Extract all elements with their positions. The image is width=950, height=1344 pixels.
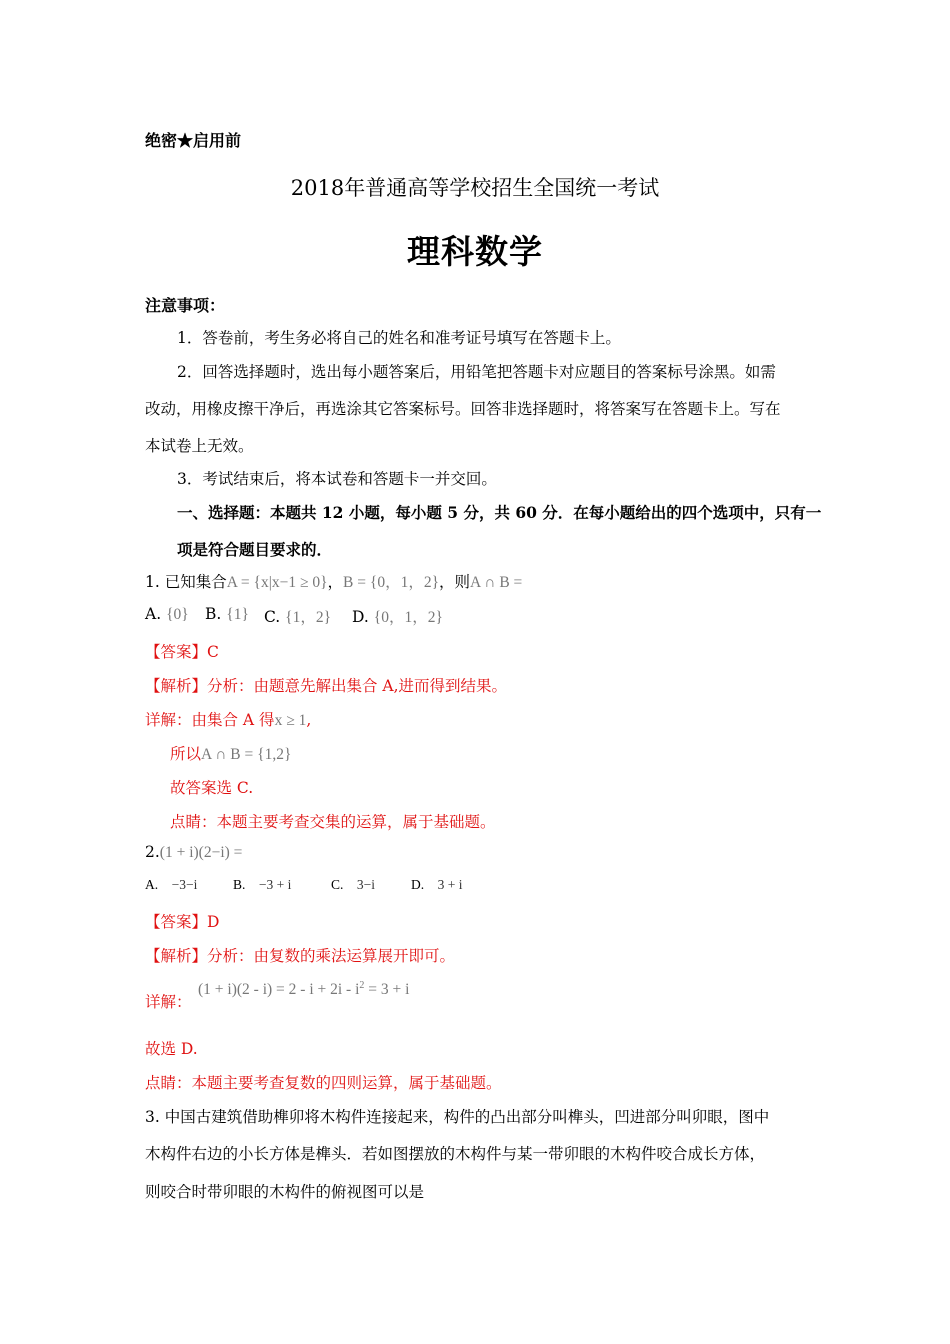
question-1-stem xyxy=(145,570,522,592)
q1-option-c-value: {1，2} xyxy=(285,609,332,626)
notice-item-2-cont: 改动，用橡皮擦干净后，再选涂其它答案标号。回答非选择题时，将答案写在答题卡上。写在 xyxy=(145,400,781,418)
notice-item-3: 3．考试结束后，将本试卷和答题卡一并交回。 xyxy=(177,470,497,488)
q1-option-b-value: {1} xyxy=(226,606,249,623)
q1-option-d xyxy=(352,605,443,627)
q1-detail-prefix: 详解：由集合 A 得 xyxy=(145,711,275,729)
q1-option-a-value: {0} xyxy=(166,606,189,623)
q1-option-c xyxy=(264,605,331,627)
q2-option-a-value: −3−i xyxy=(171,877,198,892)
q2-analysis: 【解析】分析：由复数的乘法运算展开即可。 xyxy=(145,947,456,965)
q1-option-a xyxy=(145,605,189,624)
q1-expr: A ∩ B = xyxy=(470,574,523,591)
question-3-line-3: 则咬合时带卯眼的木构件的俯视图可以是 xyxy=(145,1183,425,1201)
q1-so-prefix: 所以 xyxy=(170,745,202,763)
q1-option-b-label: B. xyxy=(205,605,222,623)
q1-then: ，则 xyxy=(439,573,471,591)
q2-option-d xyxy=(411,877,463,893)
question-3-line-1: 3. 中国古建筑借助榫卯将木构件连接起来，构件的凸出部分叫榫头，凹进部分叫卯眼，图中 xyxy=(145,1108,770,1126)
q2-option-b-value: −3 + i xyxy=(258,877,292,892)
q2-detail-formula xyxy=(198,980,409,999)
q1-choose: 故答案选 C. xyxy=(170,779,254,797)
notice-title: 注意事项： xyxy=(145,296,226,315)
q1-prefix: 1. 已知集合 xyxy=(145,573,227,591)
q2-option-b xyxy=(233,877,291,893)
q1-option-d-label: D. xyxy=(352,608,369,626)
q2-option-a-label: A. xyxy=(145,877,159,892)
q1-detail-comma: , xyxy=(306,711,312,729)
q2-detail-sup: 2 xyxy=(359,980,365,991)
q2-comment: 点睛：本题主要考查复数的四则运算，属于基础题。 xyxy=(145,1074,502,1092)
question-2-stem xyxy=(145,843,242,862)
notice-item-1: 1．答卷前，考生务必将自己的姓名和准考证号填写在答题卡上。 xyxy=(177,329,621,347)
q1-option-c-label: C. xyxy=(264,608,281,626)
q1-so-formula: A ∩ B = {1,2} xyxy=(201,746,292,763)
q2-detail-formula-a: (1 + i)(2 - i) = 2 - i + 2i - i xyxy=(198,981,360,999)
q1-detail xyxy=(145,708,311,730)
q1-comma: ， xyxy=(327,573,344,591)
q1-detail-formula: x ≥ 1 xyxy=(274,712,307,729)
section-heading-cont: 项是符合题目要求的． xyxy=(177,540,333,559)
q2-detail-prefix: 详解： xyxy=(145,993,192,1011)
q2-option-d-value: 3 + i xyxy=(437,877,463,892)
q2-expr: (1 + i)(2−i) = xyxy=(159,844,243,861)
q1-option-d-value: {0，1，2} xyxy=(373,609,443,626)
q1-so xyxy=(170,742,291,764)
q2-option-b-label: B. xyxy=(233,877,246,892)
q2-option-d-label: D. xyxy=(411,877,425,892)
notice-item-2: 2．回答选择题时，选出每小题答案后，用铅笔把答题卡对应题目的答案标号涂黑。如需 xyxy=(177,363,776,381)
q2-option-a xyxy=(145,877,197,893)
q1-set-b: B = {0，1，2} xyxy=(343,574,440,591)
secret-label: 绝密★启用前 xyxy=(145,131,242,150)
q1-option-a-label: A. xyxy=(145,605,162,623)
q2-option-c-value: 3−i xyxy=(356,877,376,892)
subject-title: 理科数学 xyxy=(407,232,543,271)
section-heading: 一、选择题：本题共 12 小题，每小题 5 分，共 60 分．在每小题给出的四个选项中，只有一 xyxy=(177,503,822,522)
q1-analysis: 【解析】分析：由题意先解出集合 A,进而得到结果。 xyxy=(145,677,508,695)
question-3-line-2: 木构件右边的小长方体是榫头．若如图摆放的木构件与某一带卯眼的木构件咬合成长方体， xyxy=(145,1145,766,1163)
q1-answer: 【答案】C xyxy=(145,643,219,661)
notice-item-2-end: 本试卷上无效。 xyxy=(145,437,254,455)
q2-option-c xyxy=(331,877,375,893)
q2-detail-formula-b: = 3 + i xyxy=(364,981,410,999)
q2-answer: 【答案】D xyxy=(145,913,220,931)
q2-option-c-label: C. xyxy=(331,877,344,892)
q1-option-b xyxy=(205,605,249,624)
q2-number: 2. xyxy=(145,843,160,861)
q1-set-a: A = {x|x−1 ≥ 0} xyxy=(226,574,328,591)
exam-title: 2018年普通高等学校招生全国统一考试 xyxy=(290,176,660,200)
q1-comment: 点睛：本题主要考查交集的运算，属于基础题。 xyxy=(170,813,496,831)
q2-choose: 故选 D. xyxy=(145,1040,198,1058)
